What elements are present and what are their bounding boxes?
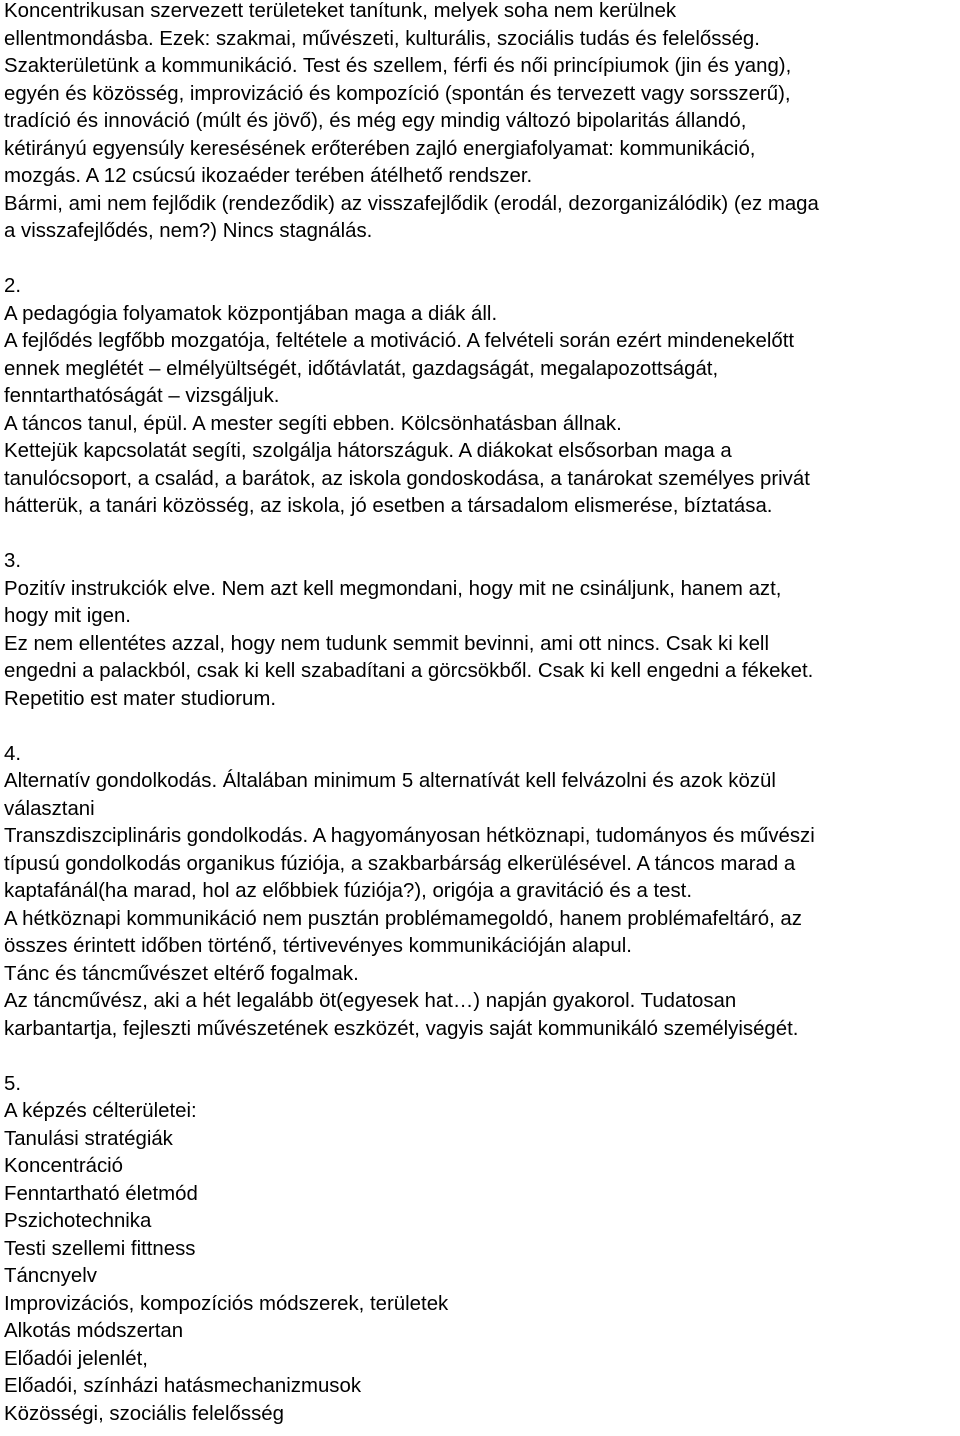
text-line: ennek meglétét – elmélyültségét, időtávlatát, gazdagságát, megalapozottságát, bbox=[4, 357, 719, 380]
list-item: Tanulási stratégiák bbox=[4, 1127, 173, 1150]
text-line: ellentmondásba. Ezek: szakmai, művészeti, kulturális, szociális tudás és felelősség. bbox=[4, 27, 760, 50]
list-item: Előadói, színházi hatásmechanizmusok bbox=[4, 1375, 362, 1397]
document-body bbox=[4, 0, 958, 1428]
text-line: engedni a palackból, csak ki kell szabadítani a görcsökből. Csak ki kell engedni a fékeket. bbox=[4, 660, 814, 682]
text-line: kaptafánál(ha marad, hol az előbbiek fúziója?), origója a gravitáció és a test. bbox=[4, 880, 693, 902]
text-line: A hétköznapi kommunikáció nem pusztán problémamegoldó, hanem problémafeltáró, az bbox=[4, 907, 802, 930]
text-line: A táncos tanul, épül. A mester segíti ebben. Kölcsönhatásban állnak. bbox=[4, 412, 622, 435]
text-line: Tánc és táncművészet eltérő fogalmak. bbox=[4, 962, 359, 985]
text-line: karbantartja, fejleszti művészetének eszközét, vagyis saját kommunikáló személyiségét. bbox=[4, 1017, 799, 1040]
paragraph-gap bbox=[4, 246, 958, 274]
text-line: Az táncművész, aki a hét legalább öt(egyesek hat…) napján gyakorol. Tudatosan bbox=[4, 990, 737, 1012]
list-item: Testi szellemi fittness bbox=[4, 1237, 196, 1260]
list-item: Koncentráció bbox=[4, 1155, 124, 1177]
text-line: A pedagógia folyamatok központjában maga a diák áll. bbox=[4, 302, 498, 325]
section-4 bbox=[4, 741, 958, 1044]
text-line: tradíció és innováció (múlt és jövő), és még egy mindig változó bipolaritás állandó, bbox=[4, 110, 747, 132]
section-number: 4. bbox=[4, 742, 22, 765]
text-line: Bármi, ami nem fejlődik (rendeződik) az visszafejlődik (erodál, dezorganizálódik) (ez maga bbox=[4, 192, 819, 215]
text-line: típusú gondolkodás organikus fúziója, a szakbarbárság elkerülésével. A táncos marad a bbox=[4, 852, 796, 875]
text-line: Szakterületünk a kommunikáció. Test és szellem, férfi és női princípiumok (jin és yang), bbox=[4, 55, 792, 77]
text-line: összes érintett időben történő, tértivevényes kommunikációján alapul. bbox=[4, 935, 632, 957]
text-line: Alternatív gondolkodás. Általában minimum 5 alternatívát kell felvázolni és azok közül bbox=[4, 770, 776, 792]
text-line: kétirányú egyensúly keresésének erőterében zajló energiafolyamat: kommunikáció, bbox=[4, 137, 756, 160]
text-line: választani bbox=[4, 797, 95, 820]
text-line: Transzdiszciplináris gondolkodás. A hagyományosan hétköznapi, tudományos és művészi bbox=[4, 825, 815, 847]
text-line: hogy mit igen. bbox=[4, 605, 131, 627]
list-item: Közösségi, szociális felelősség bbox=[4, 1402, 284, 1425]
section-5 bbox=[4, 1071, 958, 1429]
text-line: egyén és közösség, improvizáció és kompozíció (spontán és tervezett vagy sorsszerű), bbox=[4, 82, 791, 105]
section-number: 2. bbox=[4, 275, 22, 297]
paragraph-gap bbox=[4, 713, 958, 741]
text-line: hátterük, a tanári közösség, az iskola, jó esetben a társadalom elismerése, bíztatása. bbox=[4, 495, 773, 517]
text-line: Koncentrikusan szervezett területeket tanítunk, melyek soha nem kerülnek bbox=[4, 0, 677, 22]
text-line: a visszafejlődés, nem?) Nincs stagnálás. bbox=[4, 220, 373, 242]
text-line: tanulócsoport, a család, a barátok, az iskola gondoskodása, a tanárokat személyes privát bbox=[4, 467, 810, 490]
section-heading: A képzés célterületei: bbox=[4, 1100, 197, 1122]
list-item: Pszichotechnika bbox=[4, 1210, 152, 1232]
section-1 bbox=[4, 0, 958, 246]
list-item: Fenntartható életmód bbox=[4, 1182, 198, 1205]
text-line: A fejlődés legfőbb mozgatója, feltétele a motiváció. A felvételi során ezért mindenekelőtt bbox=[4, 330, 795, 352]
list-item: Előadói jelenlét, bbox=[4, 1347, 148, 1370]
text-line: Repetitio est mater studiorum. bbox=[4, 687, 276, 710]
list-item: Táncnyelv bbox=[4, 1265, 97, 1287]
text-line: Kettejük kapcsolatát segíti, szolgálja hátországuk. A diákokat elsősorban maga a bbox=[4, 440, 732, 462]
paragraph-gap bbox=[4, 521, 958, 549]
text-line: mozgás. A 12 csúcsú ikozaéder terében átélhető rendszer. bbox=[4, 165, 533, 187]
text-line: fenntarthatóságát – vizsgáljuk. bbox=[4, 385, 280, 407]
section-3 bbox=[4, 548, 958, 713]
text-line: Pozitív instrukciók elve. Nem azt kell megmondani, hogy mit ne csináljunk, hanem azt, bbox=[4, 577, 782, 600]
section-number: 5. bbox=[4, 1072, 22, 1095]
paragraph-gap bbox=[4, 1043, 958, 1071]
list-item: Alkotás módszertan bbox=[4, 1320, 184, 1342]
section-2 bbox=[4, 273, 958, 521]
text-line: Ez nem ellentétes azzal, hogy nem tudunk semmit bevinni, ami ott nincs. Csak ki kell bbox=[4, 632, 769, 655]
section-number: 3. bbox=[4, 550, 22, 572]
list-item: Improvizációs, kompozíciós módszerek, területek bbox=[4, 1292, 449, 1315]
